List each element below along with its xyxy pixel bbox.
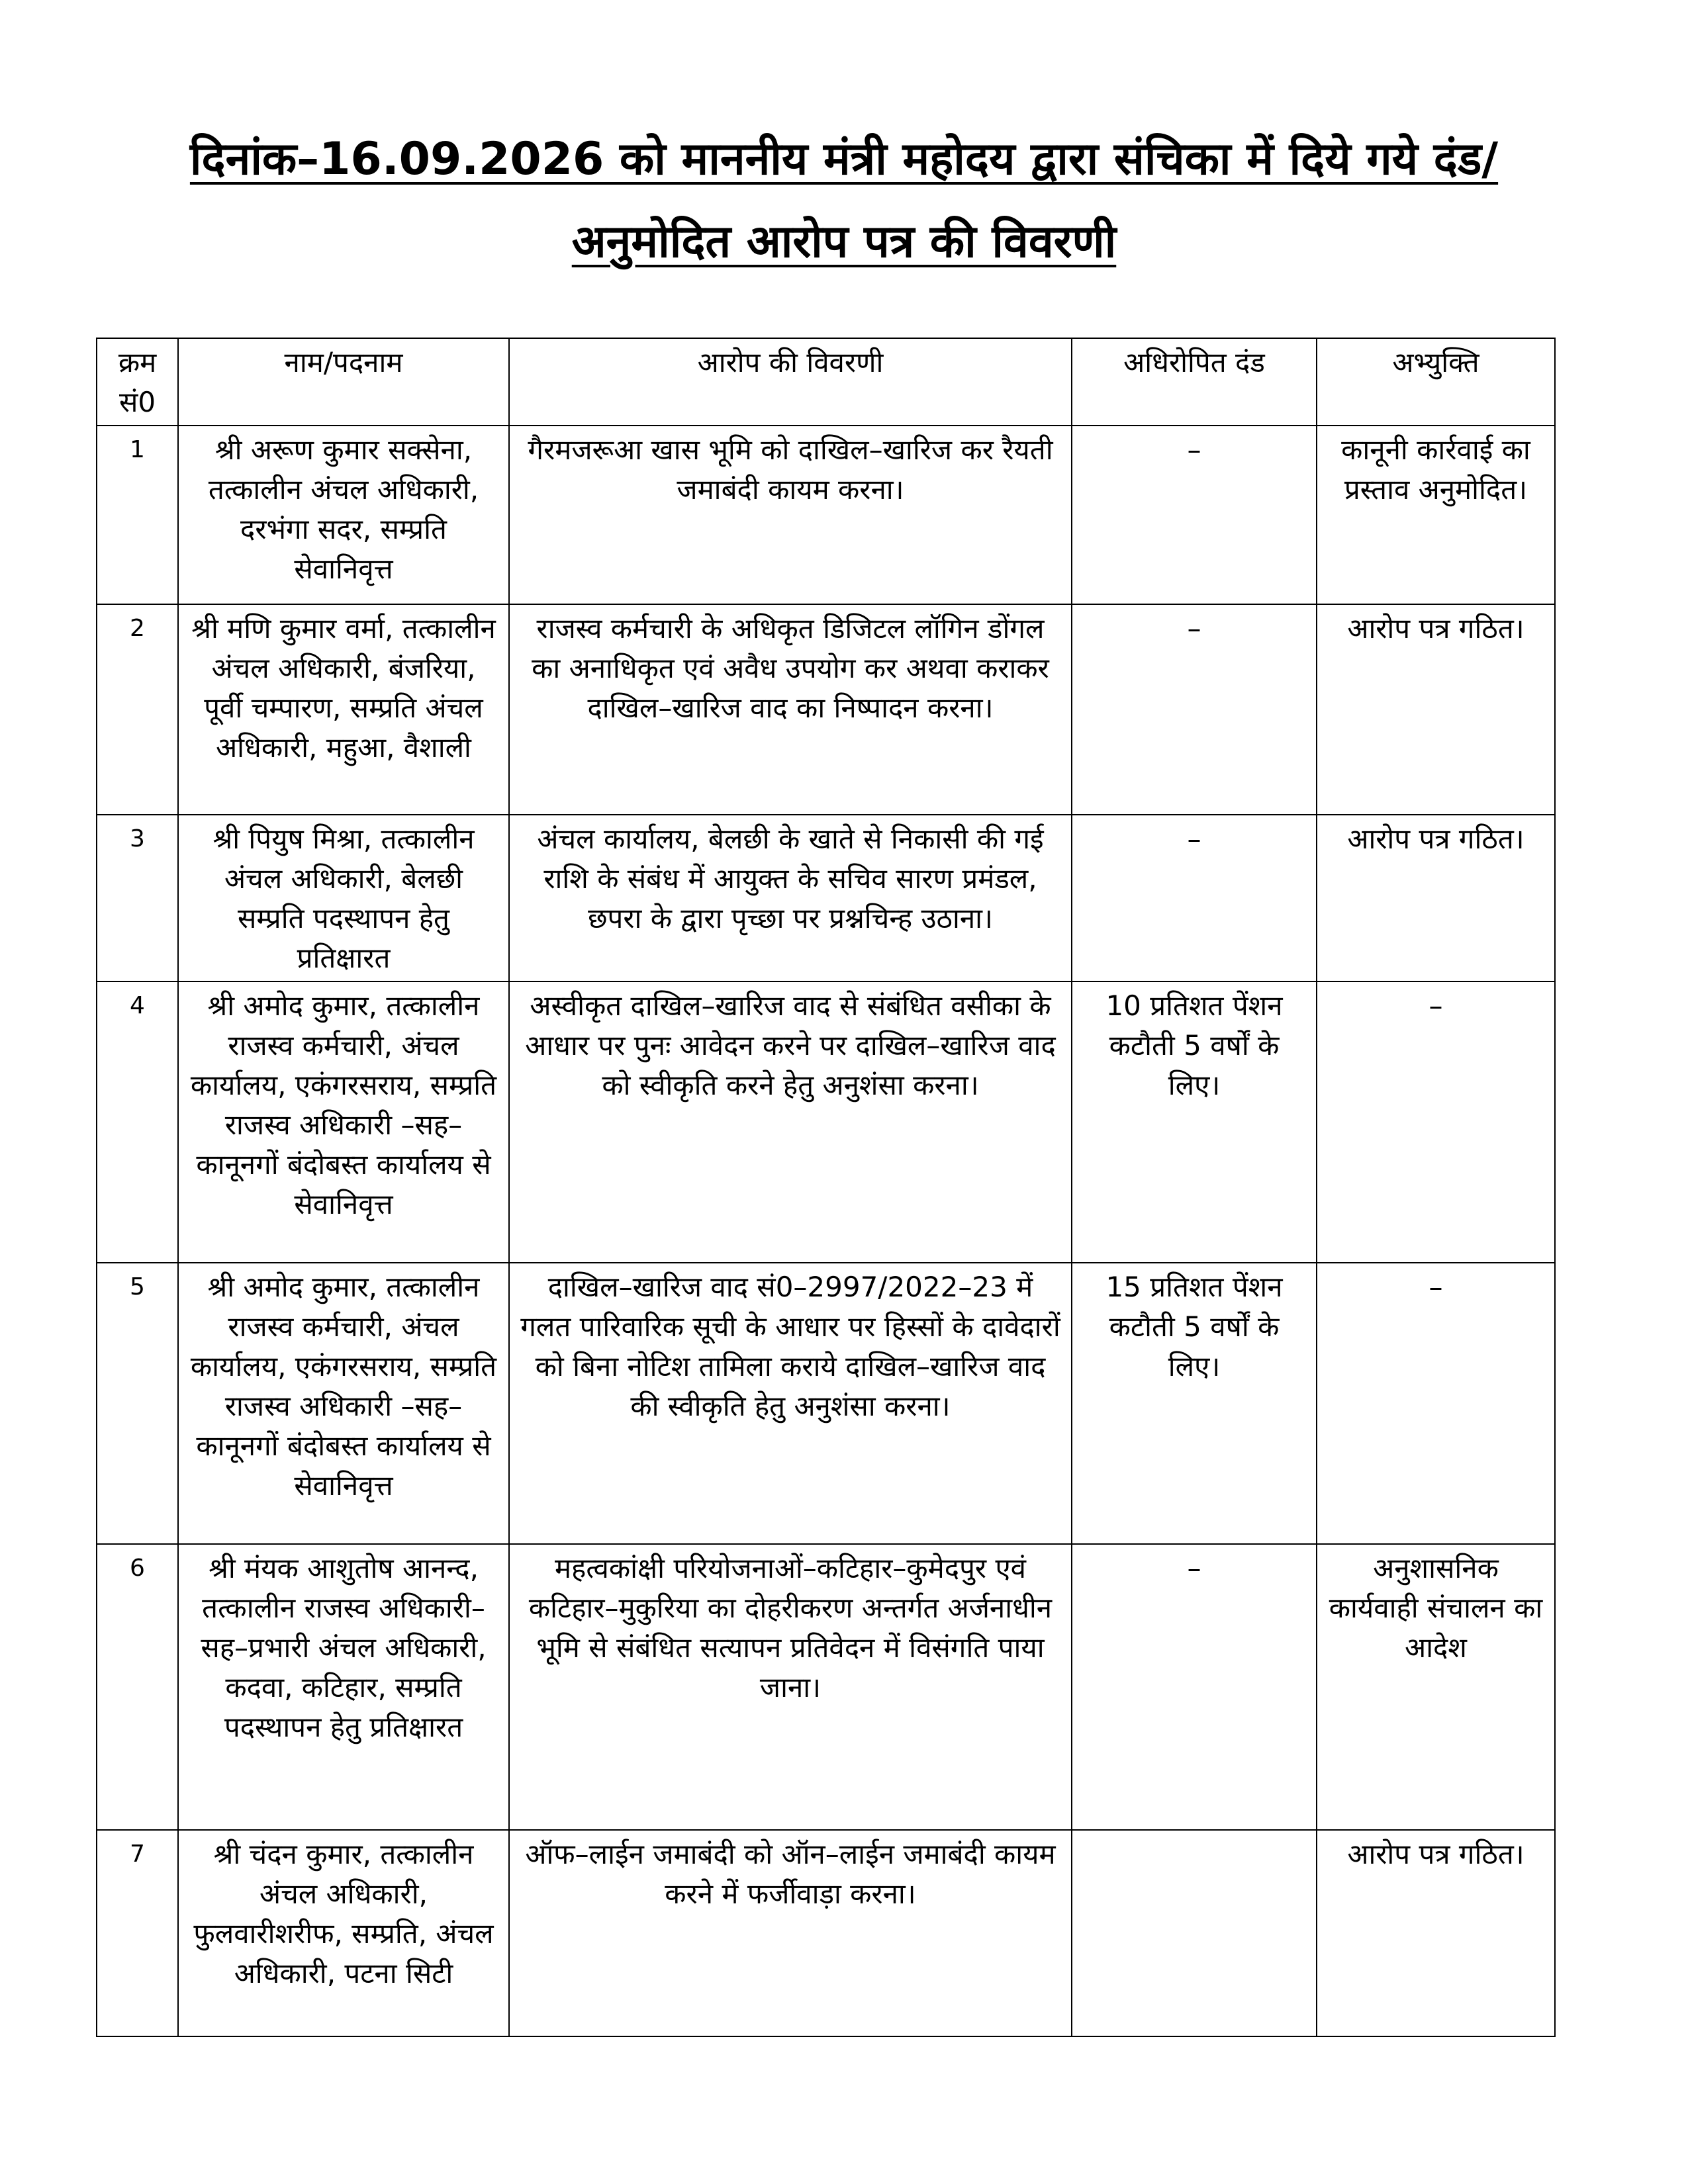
table-row — [97, 1544, 1555, 1830]
table-row — [97, 426, 1555, 604]
table-row — [97, 1263, 1555, 1544]
penalty-cell: – — [1072, 815, 1317, 981]
table-row — [97, 981, 1555, 1263]
serial-no-cell: 6 — [97, 1544, 178, 1830]
penalty-cell: 15 प्रतिशत पेंशन कटौती 5 वर्षों के लिए। — [1072, 1263, 1317, 1544]
penalty-cell: – — [1072, 426, 1317, 604]
charge-cell: महत्वकांक्षी परियोजनाओं–कटिहार–कुमेदपुर एवं कटिहार–मुकुरिया का दोहरीकरण अन्तर्गत अर्जनाधीन भूमि से संबंधित सत्यापन प्रतिवेदन में विसंगति पाया जाना। — [509, 1544, 1072, 1830]
charge-cell: अंचल कार्यालय, बेलछी के खाते से निकासी की गई राशि के संबंध में आयुक्त के सचिव सारण प्रमंडल, छपरा के द्वारा पृच्छा पर प्रश्नचिन्ह उठाना। — [509, 815, 1072, 981]
penalty-cell: 10 प्रतिशत पेंशन कटौती 5 वर्षों के लिए। — [1072, 981, 1317, 1263]
name-cell: श्री चंदन कुमार, तत्कालीन अंचल अधिकारी, फुलवारीशरीफ, सम्प्रति, अंचल अधिकारी, पटना सिटी — [178, 1830, 509, 2036]
charge-cell: राजस्व कर्मचारी के अधिकृत डिजिटल लॉगिन डोंगल का अनाधिकृत एवं अवैध उपयोग कर अथवा कराकर दाखिल–खारिज वाद का निष्पादन करना। — [509, 604, 1072, 815]
remark-cell: – — [1317, 981, 1555, 1263]
remark-cell: आरोप पत्र गठित। — [1317, 815, 1555, 981]
penalty-cell: – — [1072, 1544, 1317, 1830]
serial-no-cell: 4 — [97, 981, 178, 1263]
table-header-row — [97, 338, 1555, 426]
header-name-designation: नाम/पदनाम — [178, 338, 509, 426]
remark-cell: आरोप पत्र गठित। — [1317, 1830, 1555, 2036]
serial-no-cell: 2 — [97, 604, 178, 815]
name-cell: श्री पियुष मिश्रा, तत्कालीन अंचल अधिकारी, बेलछी सम्प्रति पदस्थापन हेतु प्रतिक्षारत — [178, 815, 509, 981]
penalty-cell: – — [1072, 604, 1317, 815]
charge-cell: गैरमजरूआ खास भूमि को दाखिल–खारिज कर रैयती जमाबंदी कायम करना। — [509, 426, 1072, 604]
page-title: दिनांक–16.09.2026 को माननीय मंत्री महोदय द्वारा संचिका में दिये गये दंड/अनुमोदित आरोप पत्र की विवरणी — [189, 133, 1499, 268]
header-charge-details: आरोप की विवरणी — [509, 338, 1072, 426]
remark-cell: अनुशासनिक कार्यवाही संचालन का आदेश — [1317, 1544, 1555, 1830]
name-cell: श्री अरूण कुमार सक्सेना, तत्कालीन अंचल अधिकारी, दरभंगा सदर, सम्प्रति सेवानिवृत्त — [178, 426, 509, 604]
penalty-cell — [1072, 1830, 1317, 2036]
name-cell: श्री अमोद कुमार, तत्कालीन राजस्व कर्मचारी, अंचल कार्यालय, एकंगरसराय, सम्प्रति राजस्व अधिकारी –सह–कानूनगों बंदोबस्त कार्यालय से सेवानिवृत्त — [178, 981, 509, 1263]
remark-cell: आरोप पत्र गठित। — [1317, 604, 1555, 815]
table-row — [97, 604, 1555, 815]
header-penalty: अधिरोपित दंड — [1072, 338, 1317, 426]
serial-no-cell: 5 — [97, 1263, 178, 1544]
table-row — [97, 1830, 1555, 2036]
name-cell: श्री मंयक आशुतोष आनन्द, तत्कालीन राजस्व अधिकारी–सह–प्रभारी अंचल अधिकारी, कदवा, कटिहार, सम्प्रति पदस्थापन हेतु प्रतिक्षारत — [178, 1544, 509, 1830]
charge-cell: अस्वीकृत दाखिल–खारिज वाद से संबंधित वसीका के आधार पर पुनः आवेदन करने पर दाखिल–खारिज वाद को स्वीकृति करने हेतु अनुशंसा करना। — [509, 981, 1072, 1263]
name-cell: श्री मणि कुमार वर्मा, तत्कालीन अंचल अधिकारी, बंजरिया, पूर्वी चम्पारण, सम्प्रति अंचल अधिकारी, महुआ, वैशाली — [178, 604, 509, 815]
charge-cell: दाखिल–खारिज वाद सं0–2997/2022–23 में गलत पारिवारिक सूची के आधार पर हिस्सों के दावेदारों को बिना नोटिश तामिला कराये दाखिल–खारिज वाद की स्वीकृति हेतु अनुशंसा करना। — [509, 1263, 1072, 1544]
charge-cell: ऑफ–लाईन जमाबंदी को ऑन–लाईन जमाबंदी कायम करने में फर्जीवाड़ा करना। — [509, 1830, 1072, 2036]
table-row — [97, 815, 1555, 981]
header-serial-no: क्रम सं0 — [97, 338, 178, 426]
serial-no-cell: 3 — [97, 815, 178, 981]
remark-cell: – — [1317, 1263, 1555, 1544]
remark-cell: कानूनी कार्रवाई का प्रस्ताव अनुमोदित। — [1317, 426, 1555, 604]
header-remarks: अभ्युक्ति — [1317, 338, 1555, 426]
serial-no-cell: 1 — [97, 426, 178, 604]
serial-no-cell: 7 — [97, 1830, 178, 2036]
charges-table — [96, 338, 1556, 2037]
name-cell: श्री अमोद कुमार, तत्कालीन राजस्व कर्मचारी, अंचल कार्यालय, एकंगरसराय, सम्प्रति राजस्व अधिकारी –सह–कानूनगों बंदोबस्त कार्यालय से सेवानिवृत्त — [178, 1263, 509, 1544]
